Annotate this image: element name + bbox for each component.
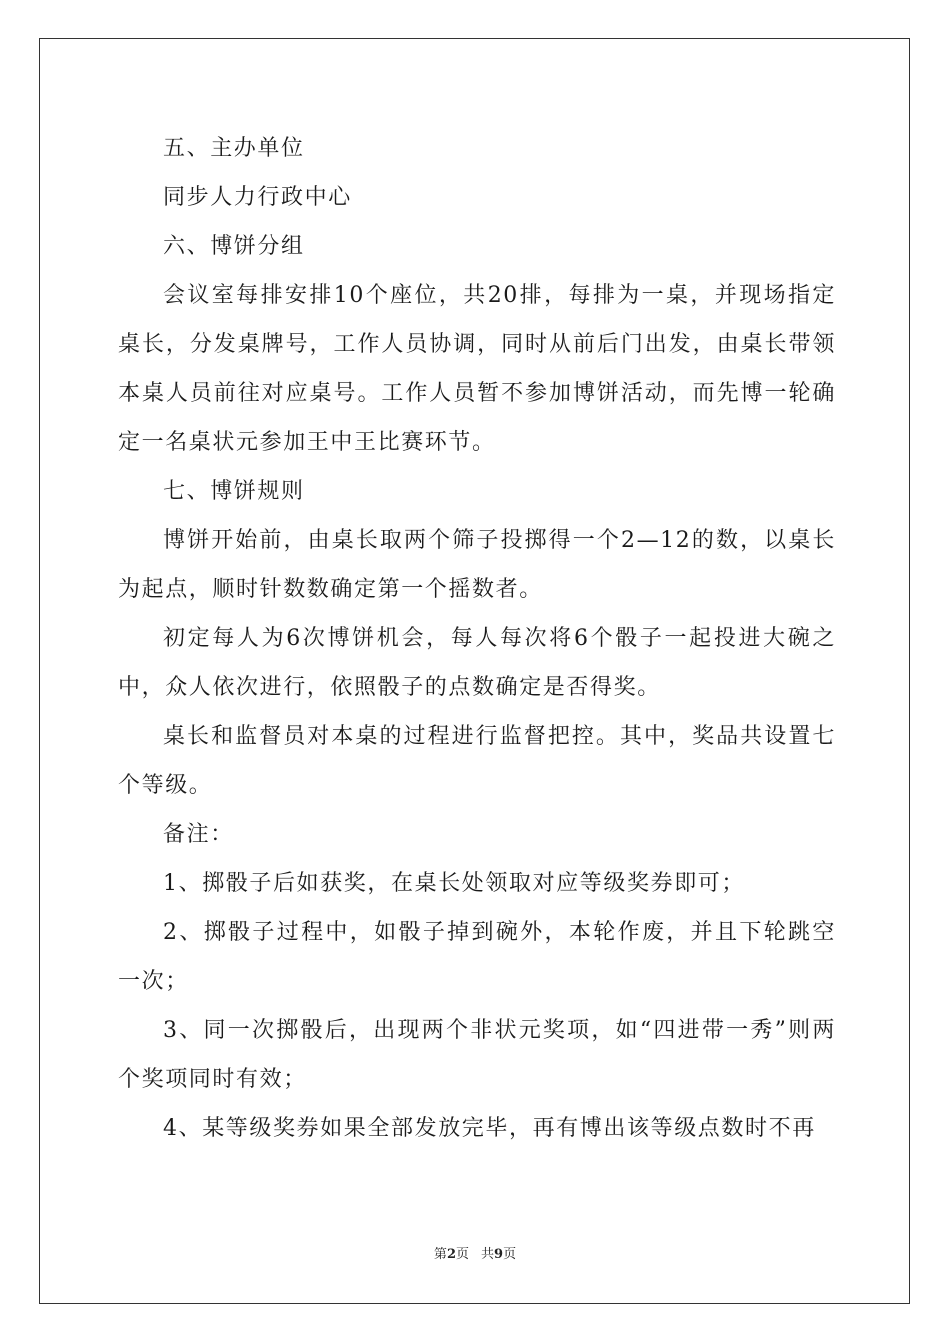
footer-page-unit: 页 (455, 1247, 469, 1262)
footer-total-prefix: 共 (481, 1247, 495, 1262)
note-item-2: 2、掷骰子过程中，如骰子掉到碗外，本轮作废，并且下轮跳空一次； (118, 920, 836, 994)
section-heading-grouping: 六、博饼分组 (163, 234, 305, 259)
note-item-3: 3、同一次掷骰后，出现两个非状元奖项，如“四进带一秀”则两个奖项同时有效； (118, 1018, 836, 1092)
footer-page-current: 2 (446, 1247, 456, 1262)
note-item-1: 1、掷骰子后如获奖，在桌长处领取对应等级奖券即可； (163, 871, 745, 896)
rules-paragraph-chances: 初定每人为6次博饼机会，每人每次将6个骰子一起投进大碗之中，众人依次进行，依照骰子的点数确定是否得奖。 (118, 626, 836, 700)
grouping-paragraph: 会议室每排安排10个座位，共20排，每排为一桌，并现场指定桌长，分发桌牌号，工作人员协调，同时从前后门出发，由桌长带领本桌人员前往对应桌号。工作人员暂不参加博饼活动，而先博一轮确定一名桌状元参加王中王比赛环节。 (118, 283, 836, 455)
page-footer (0, 1243, 950, 1262)
notes-heading: 备注： (163, 822, 234, 847)
footer-page-total: 9 (494, 1247, 504, 1262)
section-heading-organizer: 五、主办单位 (163, 136, 305, 161)
note-item-4: 4、某等级奖券如果全部发放完毕，再有博出该等级点数时不再 (163, 1116, 816, 1141)
footer-page-prefix: 第 (433, 1247, 447, 1262)
document-body (118, 124, 836, 1153)
rules-paragraph-supervision: 桌长和监督员对本桌的过程进行监督把控。其中，奖品共设置七个等级。 (118, 724, 836, 798)
organizer-name: 同步人力行政中心 (163, 185, 352, 210)
rules-paragraph-start: 博饼开始前，由桌长取两个筛子投掷得一个2—12的数，以桌长为起点，顺时针数数确定第一个摇数者。 (118, 528, 836, 602)
footer-total-unit: 页 (503, 1247, 517, 1262)
section-heading-rules: 七、博饼规则 (163, 479, 305, 504)
